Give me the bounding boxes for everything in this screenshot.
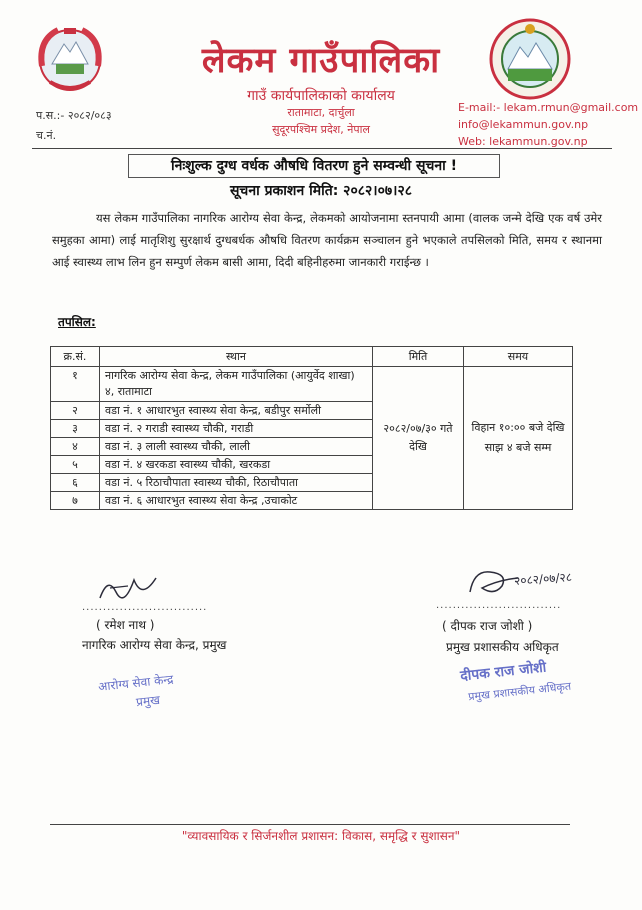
row-sn: २: [51, 402, 100, 420]
left-signatory-name: ( रमेश नाथ ): [96, 618, 155, 632]
left-signatory-title: नागरिक आरोग्य सेवा केन्द्र, प्रमुख: [82, 638, 227, 652]
row-sn: ४: [51, 438, 100, 456]
row-sn: ५: [51, 456, 100, 474]
right-stamp-line2: प्रमुख प्रशासकीय अधिकृत: [467, 679, 572, 704]
header-sn: क्र.सं.: [51, 347, 100, 367]
details-label: तपसिल:: [58, 315, 96, 329]
reference-number: प.स.:- २०८२/०८३: [36, 109, 112, 122]
left-stamp-line2: प्रमुख: [135, 692, 161, 710]
header-place: स्थान: [100, 347, 373, 367]
dispatch-number: च.नं.: [36, 129, 57, 142]
header-date: मिति: [373, 347, 464, 367]
right-handwritten-date: २०८२/०७/२८: [513, 569, 573, 589]
header-divider: [32, 148, 612, 149]
row-sn: ३: [51, 420, 100, 438]
schedule-time: विहान १०:०० बजे देखि साझ ४ बजे सम्म: [464, 367, 573, 510]
row-place: वडा नं. ५ रिठाचौपाता स्वास्थ्य चौकी, रिठाचौपाता: [100, 474, 373, 492]
footer-divider: [50, 824, 570, 825]
left-signature: [94, 570, 164, 606]
schedule-table: [50, 346, 573, 510]
row-place: वडा नं. ६ आधारभुत स्वास्थ्य सेवा केन्द्र ,उचाकोट: [100, 492, 373, 510]
office-address-line2: सुदूरपश्चिम प्रदेश, नेपाल: [272, 123, 370, 136]
row-sn: १: [51, 367, 100, 402]
right-signatory-title: प्रमुख प्रशासकीय अधिकृत: [446, 640, 559, 654]
row-sn: ७: [51, 492, 100, 510]
left-signature-line: ..............................: [82, 602, 208, 613]
contact-email-secondary: info@lekammun.gov.np: [458, 118, 589, 131]
row-place: वडा नं. १ आधारभुत स्वास्थ्य सेवा केन्द्र, बडीपुर सर्मोली: [100, 402, 373, 420]
table-header-row: [51, 347, 573, 367]
office-address-line1: रातामाटा, दार्चुला: [287, 106, 355, 119]
header-time: समय: [464, 347, 573, 367]
right-stamp-line1: दीपक राज जोशी: [459, 659, 548, 685]
row-place: वडा नं. ३ लाली स्वास्थ्य चौकी, लाली: [100, 438, 373, 456]
footer-slogan: "व्यावसायिक र सिर्जनशील प्रशासन: विकास, समृद्धि र सुशासन": [181, 829, 461, 843]
notice-title: निःशुल्क दुग्ध वर्धक औषधि वितरण हुने सम्वन्धी सूचना !: [128, 154, 500, 178]
schedule-date: २०८२/०७/३० गते देखि: [373, 367, 464, 510]
contact-email: E-mail:- lekam.rmun@gmail.com: [458, 101, 639, 114]
contact-website: Web: lekammun.gov.np: [458, 135, 588, 148]
right-signature-line: ..............................: [436, 600, 562, 611]
row-place: वडा नं. २ गराडी स्वास्थ्य चौकी, गराडी: [100, 420, 373, 438]
notice-body: यस लेकम गाउँपालिका नागरिक आरोग्य सेवा केन्द्र, लेकमको आयोजनामा स्तनपायी आमा (वालक जन्मे देखि एक वर्ष उमेर समुहका आमा) लाई मातृशिशु सुरक्षार्थ दुग्धबर्धक औषधि वितरण कार्यक्रम सञ्चालन हुने भएकाले तपसिलको मिति, समय र स्थानमा आई स्वास्थ्य लाभ लिन हुन सम्पुर्ण लेकम बासी आमा, दिदी बहिनीहरुमा जानकारी गराईन्छ ।: [52, 211, 602, 269]
municipality-title: लेकम गाउँपालिका: [201, 41, 441, 81]
row-sn: ६: [51, 474, 100, 492]
right-signatory-name: ( दीपक राज जोशी ): [442, 619, 533, 633]
row-place: वडा नं. ४ खरकडा स्वास्थ्य चौकी, खरकडा: [100, 456, 373, 474]
office-subtitle: गाउँ कार्यपालिकाको कार्यालय: [247, 88, 395, 104]
notice-publish-date: सूचना प्रकाशन मिति: २०८२।०७।२८: [229, 183, 413, 199]
left-stamp-line1: आरोग्य सेवा केन्द्र: [97, 672, 175, 694]
table-row: [51, 367, 573, 402]
row-place: नागरिक आरोग्य सेवा केन्द्र, लेकम गाउँपालिका (आयुर्वेद शाखा) ४, रातामाटा: [100, 367, 373, 402]
